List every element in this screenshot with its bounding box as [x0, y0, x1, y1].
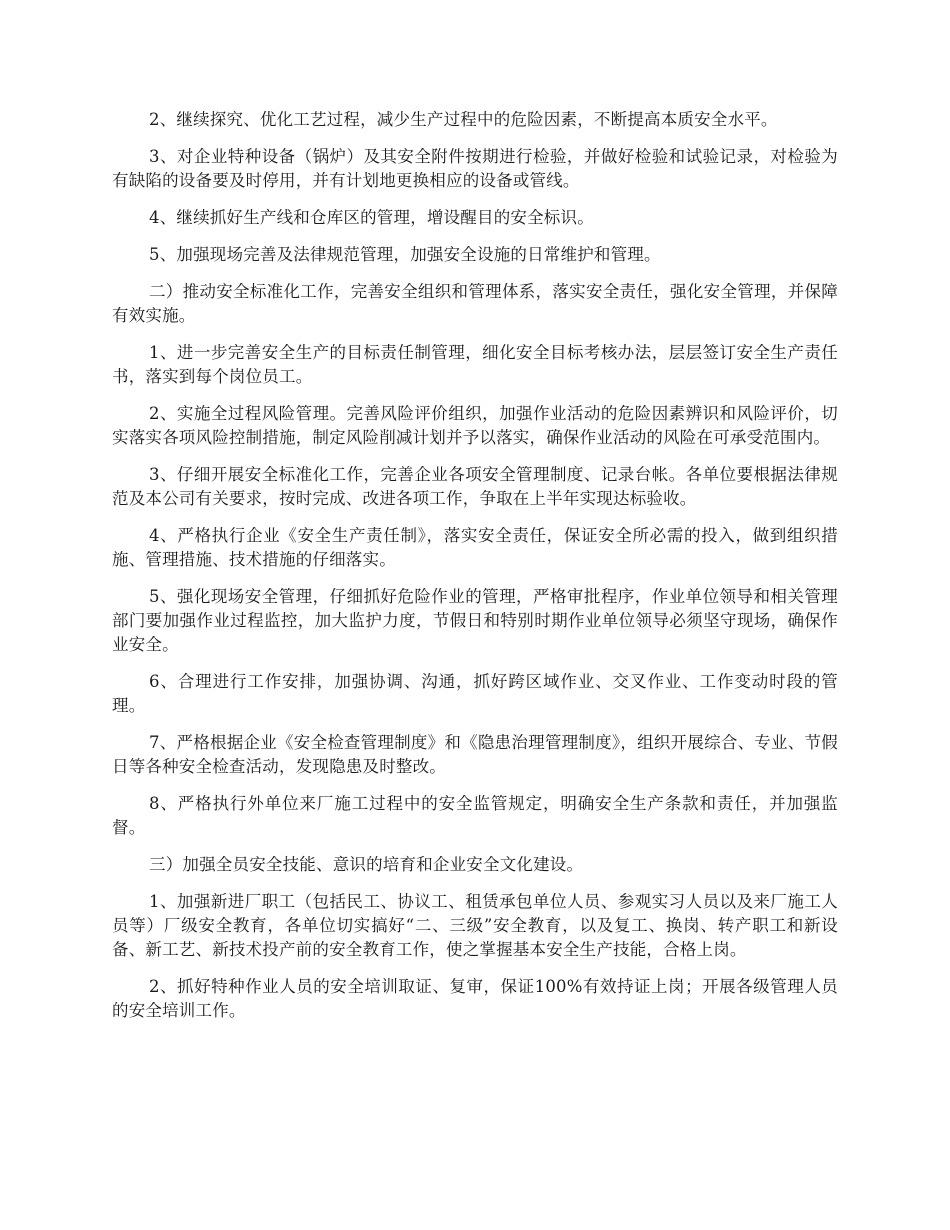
paragraph-10: 6、合理进行工作安排，加强协调、沟通，抓好跨区域作业、交叉作业、工作变动时段的管理。 [112, 672, 838, 715]
paragraph-8: 4、严格执行企业《安全生产责任制》，落实安全责任，保证安全所必需的投入，做到组织措施、管理措施、技术措施的仔细落实。 [112, 526, 838, 569]
paragraph-14: 2、抓好特种作业人员的安全培训取证、复审，保证100%有效持证上岗；开展各级管理人员的安全培训工作。 [112, 977, 838, 1020]
paragraph-13: 1、加强新进厂职工（包括民工、协议工、租赁承包单位人员、参观实习人员以及来厂施工人员等）厂级安全教育，各单位切实搞好“二、三级”安全教育，以及复工、换岗、转产职工和新设备、新工艺、新技术投产前的安全教育工作，使之掌握基本安全生产技能，合格上岗。 [112, 892, 838, 959]
paragraph-12: 8、严格执行外单位来厂施工过程中的安全监管规定，明确安全生产条款和责任，并加强监督。 [112, 794, 838, 837]
paragraph-7: 3、仔细开展安全标准化工作，完善企业各项安全管理制度、记录台帐。各单位要根据法律规范及本公司有关要求，按时完成、改进各项工作，争取在上半年实现达标验收。 [112, 465, 838, 508]
paragraph-3: 4、继续抓好生产线和仓库区的管理，增设醒目的安全标识。 [149, 208, 594, 227]
document-body [112, 108, 838, 1036]
section-heading-2: 二）推动安全标准化工作，完善安全组织和管理体系，落实安全责任，强化安全管理，并保障有效实施。 [112, 282, 838, 325]
paragraph-9: 5、强化现场安全管理，仔细抓好危险作业的管理，严格审批程序，作业单位领导和相关管理部门要加强作业过程监控，加大监护力度，节假日和特别时期作业单位领导必须坚守现场，确保作业安全。 [112, 587, 838, 654]
paragraph-6: 2、实施全过程风险管理。完善风险评价组织，加强作业活动的危险因素辨识和风险评价，切实落实各项风险控制措施，制定风险削减计划并予以落实，确保作业活动的风险在可承受范围内。 [112, 404, 838, 447]
section-heading-3: 三）加强全员安全技能、意识的培育和企业安全文化建设。 [149, 855, 584, 874]
paragraph-4: 5、加强现场完善及法律规范管理，加强安全设施的日常维护和管理。 [149, 245, 661, 264]
paragraph-5: 1、进一步完善安全生产的目标责任制管理，细化安全目标考核办法，层层签订安全生产责任书，落实到每个岗位员工。 [112, 343, 838, 386]
paragraph-1: 2、继续探究、优化工艺过程，减少生产过程中的危险因素，不断提高本质安全水平。 [149, 110, 778, 129]
paragraph-2: 3、对企业特种设备（锅炉）及其安全附件按期进行检验，并做好检验和试验记录，对检验为有缺陷的设备要及时停用，并有计划地更换相应的设备或管线。 [112, 147, 838, 190]
paragraph-11: 7、严格根据企业《安全检查管理制度》和《隐患治理管理制度》，组织开展综合、专业、节假日等各种安全检查活动，发现隐患及时整改。 [112, 733, 838, 776]
